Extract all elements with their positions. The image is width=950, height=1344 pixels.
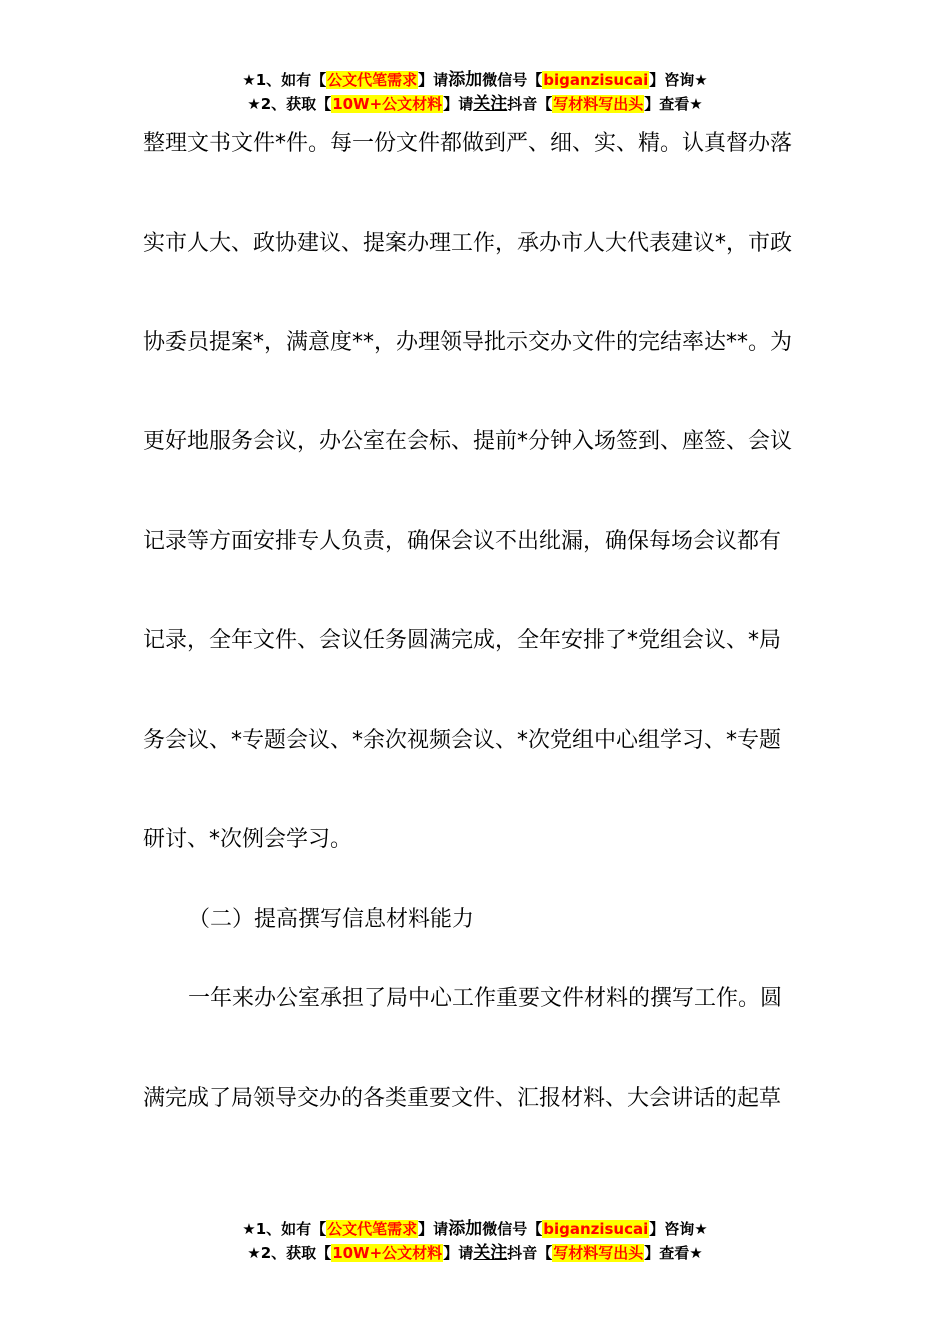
banner-highlight: 10W+公文材料 bbox=[332, 95, 443, 113]
section-heading: （二）提高撰写信息材料能力 bbox=[188, 907, 475, 932]
banner-text: ★2、获取【 bbox=[247, 1244, 332, 1262]
banner-text: 】请 bbox=[443, 95, 474, 113]
body-line: 更好地服务会议，办公室在会标、提前*分钟入场签到、座签、会议 bbox=[143, 429, 793, 454]
footer-banner bbox=[0, 1217, 950, 1265]
banner-text: 微信号【 bbox=[482, 1220, 543, 1238]
banner-emphasis: 关注 bbox=[473, 1243, 508, 1263]
banner-text: 】查看★ bbox=[644, 1244, 703, 1262]
banner-text: 】咨询★ bbox=[649, 1220, 708, 1238]
banner-text: 微信号【 bbox=[482, 71, 543, 89]
banner-text: 抖音【 bbox=[507, 1244, 553, 1262]
body-line: 整理文书文件*件。每一份文件都做到严、细、实、精。认真督办落 bbox=[143, 131, 793, 156]
banner-text: ★1、如有【 bbox=[242, 1220, 327, 1238]
banner-line-2 bbox=[0, 1241, 950, 1265]
body-line: 务会议、*专题会议、*余次视频会议、*次党组中心组学习、*专题 bbox=[143, 728, 782, 753]
banner-wechat-id: biganzisucai bbox=[543, 71, 649, 89]
banner-text: 】查看★ bbox=[644, 95, 703, 113]
body-line: 实市人大、政协建议、提案办理工作，承办市人大代表建议*，市政 bbox=[143, 231, 793, 256]
banner-douyin-id: 写材料写出头 bbox=[553, 1244, 644, 1262]
banner-text: 】请 bbox=[418, 1220, 449, 1238]
banner-text: 抖音【 bbox=[507, 95, 553, 113]
banner-emphasis: 添加 bbox=[448, 70, 483, 90]
body-line: 记录等方面安排专人负责，确保会议不出纰漏，确保每场会议都有 bbox=[143, 529, 782, 554]
banner-wechat-id: biganzisucai bbox=[543, 1220, 649, 1238]
body-line: 满完成了局领导交办的各类重要文件、汇报材料、大会讲话的起草 bbox=[143, 1086, 782, 1111]
document-body bbox=[143, 0, 813, 1344]
banner-text: 】请 bbox=[418, 71, 449, 89]
banner-emphasis: 添加 bbox=[448, 1219, 483, 1239]
banner-douyin-id: 写材料写出头 bbox=[553, 95, 644, 113]
body-line: 一年来办公室承担了局中心工作重要文件材料的撰写工作。圆 bbox=[188, 986, 783, 1011]
banner-text: ★1、如有【 bbox=[242, 71, 327, 89]
banner-highlight: 公文代笔需求 bbox=[327, 71, 418, 89]
body-line: 研讨、*次例会学习。 bbox=[143, 827, 353, 852]
banner-highlight: 10W+公文材料 bbox=[332, 1244, 443, 1262]
banner-line-1 bbox=[0, 1217, 950, 1241]
banner-text: 】请 bbox=[443, 1244, 474, 1262]
banner-text: 】咨询★ bbox=[649, 71, 708, 89]
banner-emphasis: 关注 bbox=[473, 94, 508, 114]
banner-text: ★2、获取【 bbox=[247, 95, 332, 113]
body-line: 协委员提案*，满意度**，办理领导批示交办文件的完结率达**。为 bbox=[143, 330, 793, 355]
body-line: 记录，全年文件、会议任务圆满完成，全年安排了*党组会议、*局 bbox=[143, 628, 782, 653]
banner-highlight: 公文代笔需求 bbox=[327, 1220, 418, 1238]
